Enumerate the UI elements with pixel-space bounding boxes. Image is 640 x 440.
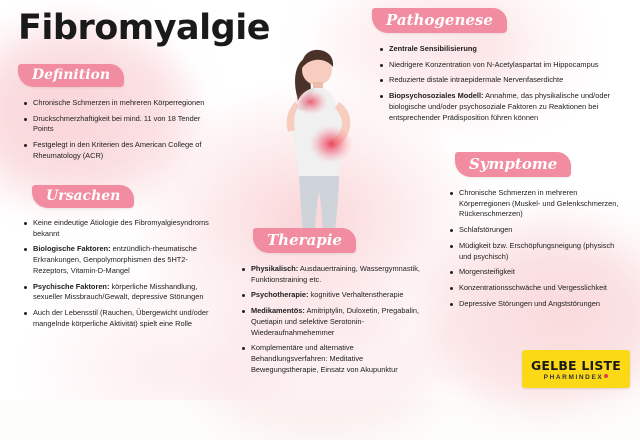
list-item-text: Keine eindeutige Ätiologie des Fibromyalgiesyndroms bekannt bbox=[33, 218, 209, 238]
list-item-text: kognitive Verhaltenstherapie bbox=[308, 290, 404, 300]
list-item-text: körperliche Misshandlung, sexueller Missbrauch/Gewalt, depressive Störungen bbox=[33, 281, 204, 302]
brand-logo bbox=[522, 350, 630, 388]
section-body-definition bbox=[22, 98, 217, 167]
list-item-text: Annahme, das physikalische und/oder biologische und/oder psychosoziale Faktoren zu Reaktionen bei entsprechender Prädisposition führen können bbox=[389, 91, 611, 122]
list-item bbox=[22, 308, 217, 329]
illustration-woman-back-pain bbox=[255, 40, 385, 240]
section-heading-symptome: Symptome bbox=[455, 152, 571, 177]
list-item bbox=[240, 264, 425, 285]
list-item bbox=[22, 244, 217, 276]
list-item-lead: Psychotherapie: bbox=[251, 290, 309, 300]
brand-logo-secondary-text: PHARMINDEX bbox=[543, 373, 604, 381]
list-item-text: Komplementäre und alternative Behandlungsverfahren: Meditative Bewegungstherapie, Einsatz von Akupunktur bbox=[251, 343, 398, 374]
list-item: Chronische Schmerzen in mehreren Körperregionen bbox=[22, 98, 217, 109]
list-item bbox=[22, 282, 217, 303]
list-item bbox=[22, 218, 217, 239]
section-body-symptome bbox=[448, 188, 628, 315]
list-item-text: entzündlich-rheumatische Erkrankungen, Genpolymorphismen des 5HT2-Rezeptors, Vitamin-D-Mangel bbox=[33, 244, 197, 275]
section-heading-definition: Definition bbox=[18, 64, 124, 87]
list-item-lead: Zentrale Sensibilisierung bbox=[389, 44, 477, 53]
list-item-lead: Biopsychosoziales Modell: bbox=[389, 91, 484, 101]
list-item bbox=[240, 343, 425, 375]
section-body-ursachen bbox=[22, 218, 217, 335]
list-item-text: Reduzierte distale intraepidermale Nervenfaserdichte bbox=[389, 75, 564, 85]
section-heading-therapie: Therapie bbox=[253, 228, 356, 253]
list-item-text: Amitriptylin, Duloxetin, Pregabalin, Quetiapin und selektive Serotonin-Wiederaufnahmehemmer bbox=[251, 306, 420, 337]
list-item-lead: Physikalisch: bbox=[251, 264, 299, 273]
list-item bbox=[378, 91, 613, 123]
brand-logo-dot bbox=[604, 374, 608, 378]
list-item: Druckschmerzhaftigkeit bei mind. 11 von 18 Tender Points bbox=[22, 114, 217, 135]
list-item: Festgelegt in den Kriterien des American College of Rheumatology (ACR) bbox=[22, 140, 217, 161]
section-body-therapie bbox=[240, 264, 425, 381]
list-item bbox=[378, 60, 613, 71]
list-item bbox=[378, 75, 613, 86]
list-item bbox=[240, 290, 425, 301]
list-item: Müdigkeit bzw. Erschöpfungsneigung (physisch und psychisch) bbox=[448, 241, 628, 262]
list-item bbox=[378, 44, 613, 55]
page-title: Fibromyalgie bbox=[18, 8, 270, 48]
list-item bbox=[240, 306, 425, 338]
list-item: Schlafstörungen bbox=[448, 225, 628, 236]
list-item-lead: Psychische Faktoren: bbox=[33, 281, 110, 291]
list-item: Depressive Störungen und Angststörungen bbox=[448, 299, 628, 310]
brand-logo-primary: GELBE LISTE bbox=[530, 357, 622, 373]
list-item-text: Ausdauertraining, Wassergymnastik, Funktionstraining etc. bbox=[251, 264, 420, 284]
list-item: Morgensteifigkeit bbox=[448, 267, 628, 278]
list-item: Chronische Schmerzen in mehreren Körperregionen (Muskel- und Gelenkschmerzen, Rückenschmerzen) bbox=[448, 188, 628, 220]
list-item-lead: Medikamentös: bbox=[251, 306, 305, 316]
list-item: Konzentrationsschwäche und Vergesslichkeit bbox=[448, 283, 628, 294]
list-item-text: Auch der Lebensstil (Rauchen, Übergewicht und/oder mangelnde körperliche Aktivität) spielt eine Rolle bbox=[33, 308, 209, 328]
brand-logo-secondary bbox=[544, 374, 609, 381]
list-item-lead: Biologische Faktoren: bbox=[33, 244, 111, 254]
list-item-text: Niedrigere Konzentration von N-Acetylaspartat im Hippocampus bbox=[389, 59, 599, 69]
section-body-pathogenese bbox=[378, 44, 613, 128]
section-heading-pathogenese: Pathogenese bbox=[372, 8, 507, 33]
section-heading-ursachen: Ursachen bbox=[32, 185, 134, 208]
